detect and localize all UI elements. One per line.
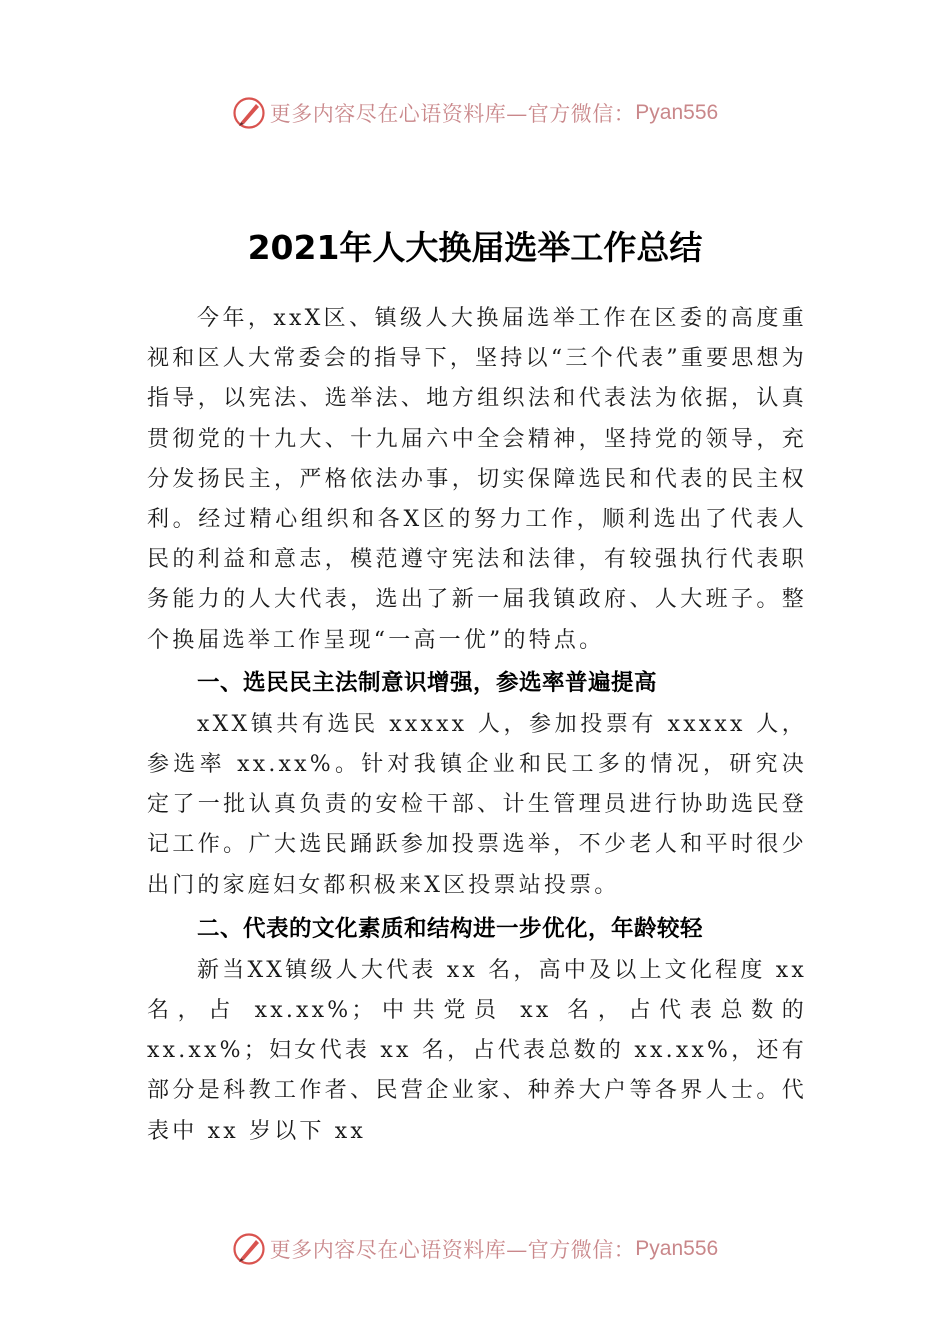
header-banner <box>0 96 950 136</box>
document-title: 2021年人大换届选举工作总结 <box>247 228 703 267</box>
paragraph-section-2: 新当XX镇级人大代表 xx 名，高中及以上文化程度 xx 名，占 xx.xx%；中共党员 xx 名，占代表总数的 xx.xx%；妇女代表 xx 名，占代表总数的 xx.xx%，还有部分是科教工作者、民营企业家、种养大户等各界人士。代表中 xx 岁以下 xx <box>147 957 807 1144</box>
header-banner-text: 更多内容尽在心语资料库—官方微信： <box>269 102 636 126</box>
section-heading-1: 一、选民民主法制意识增强，参选率普遍提高 <box>197 669 658 696</box>
header-banner-inner <box>232 96 718 130</box>
header-wechat-id: Pyan556 <box>635 101 719 124</box>
pen-circle-logo-icon <box>232 96 266 130</box>
footer-banner-text: 更多内容尽在心语资料库—官方微信： <box>269 1238 636 1262</box>
document-body <box>147 299 807 1152</box>
section-heading-2: 二、代表的文化素质和结构进一步优化，年龄较轻 <box>197 915 704 942</box>
footer-banner <box>0 1232 950 1272</box>
paragraph-intro: 今年，xxX区、镇级人大换届选举工作在区委的高度重视和区人大常委会的指导下，坚持以“三个代表”重要思想为指导，以宪法、选举法、地方组织法和代表法为依据，认真贯彻党的十九大、十九届六中全会精神，坚持党的领导，充分发扬民主，严格依法办事，切实保障选民和代表的民主权利。经过精心组织和各X区的努力工作，顺利选出了代表人民的利益和意志，模范遵守宪法和法律，有较强执行代表职务能力的人大代表，选出了新一届我镇政府、人大班子。整个换届选举工作呈现“一高一优”的特点。 <box>147 306 807 653</box>
footer-banner-inner <box>232 1232 718 1266</box>
footer-wechat-id: Pyan556 <box>635 1237 719 1260</box>
pen-circle-logo-icon <box>232 1232 266 1266</box>
paragraph-section-1: xXX镇共有选民 xxxxx 人，参加投票有 xxxxx 人，参选率 xx.xx%。针对我镇企业和民工多的情况，研究决定了一批认真负责的安检干部、计生管理员进行协助选民登记工作。广大选民踊跃参加投票选举，不少老人和平时很少出门的家庭妇女都积极来X区投票站投票。 <box>147 711 807 898</box>
